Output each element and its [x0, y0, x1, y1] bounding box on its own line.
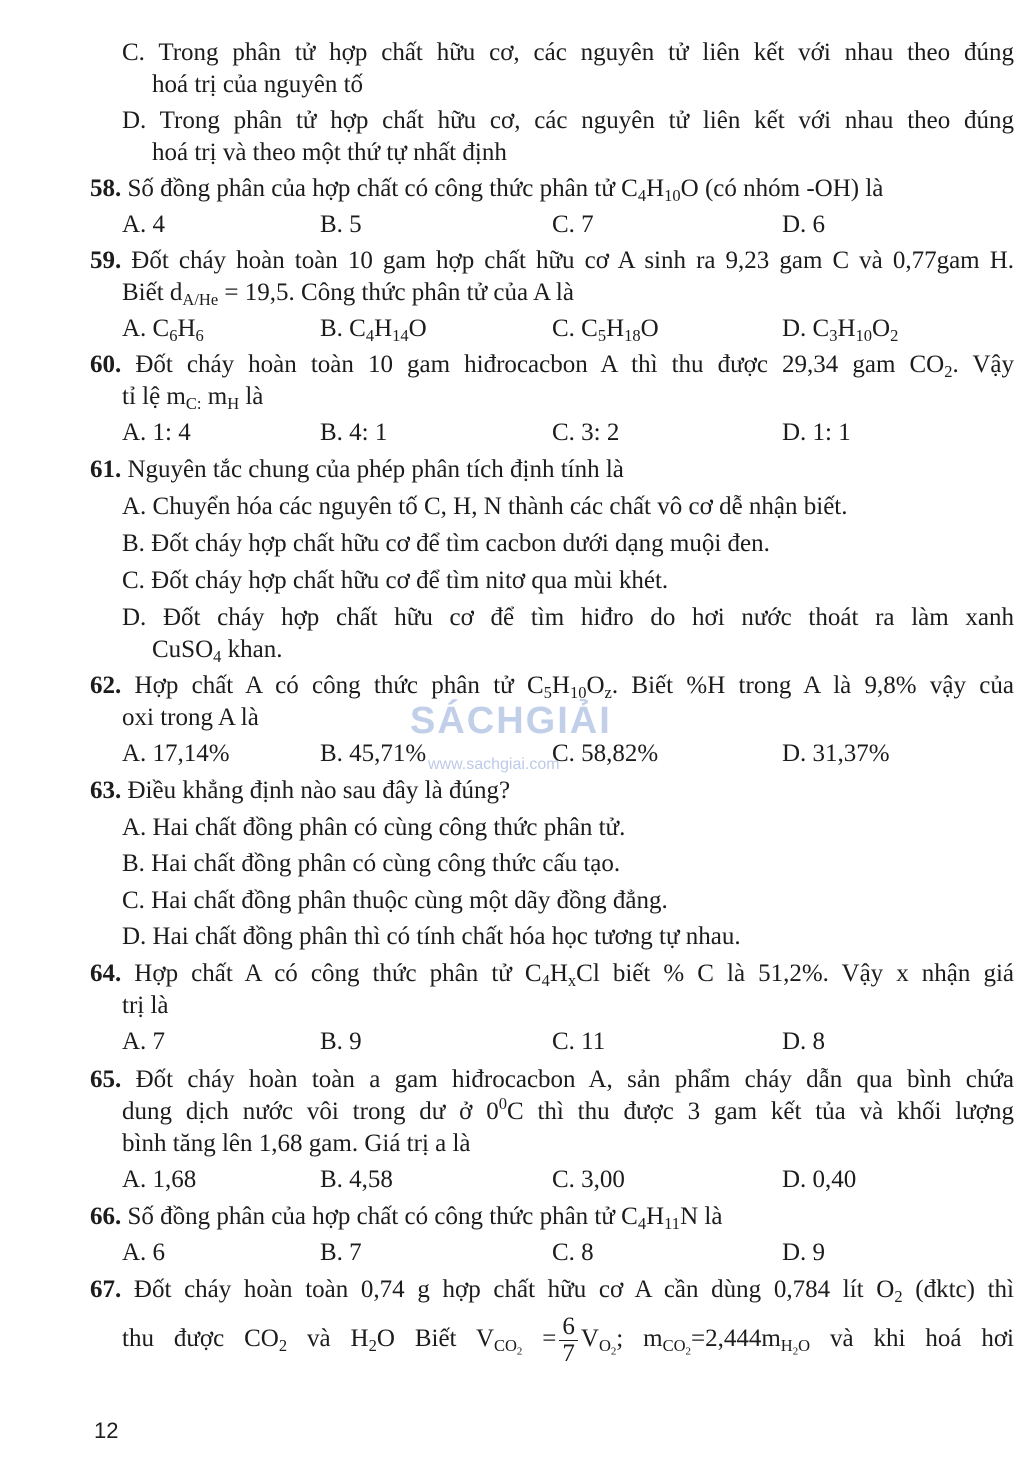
option-c-line-2: hoá trị của nguyên tố — [152, 71, 364, 98]
option-b: B. 9 — [320, 1028, 362, 1055]
option-a: A. Chuyển hóa các nguyên tố C, H, N thành các chất vô cơ dễ nhận biết. — [122, 493, 848, 520]
option-d: D. 0,40 — [782, 1166, 857, 1193]
option-d-line-2: hoá trị và theo một thứ tự nhất định — [152, 139, 507, 166]
option-c: C. 3,00 — [552, 1166, 625, 1193]
option-b: B. 4,58 — [320, 1166, 393, 1193]
question-text-2: trị là — [122, 992, 169, 1019]
option-a: A. 1: 4 — [122, 419, 191, 446]
option-c: C. 3: 2 — [552, 419, 620, 446]
options — [122, 1238, 1014, 1268]
question-text: 61. Nguyên tắc chung của phép phân tích định tính là — [90, 456, 624, 483]
option-c: C. 11 — [552, 1028, 606, 1055]
option-d: D. $C_3H_{10}O_2$ — [782, 315, 899, 345]
option-a: A. 7 — [122, 1028, 166, 1055]
option-d: D. 8 — [782, 1028, 826, 1055]
question-text-2: dung dịch nước vôi trong dư ở $0^0C$ thì thu được 3 gam kết tủa và khối lượng — [122, 1094, 1014, 1125]
option-d: D. 1: 1 — [782, 419, 851, 446]
option-b: B. 5 — [320, 211, 362, 238]
question-text-2: Biết $d_{A/He} = 19,5$. Công thức phân tử của A là — [122, 279, 574, 309]
question-text: 59. Đốt cháy hoàn toàn 10 gam hợp chất hữu cơ A sinh ra 9,23 gam C và 0,77gam H. — [90, 247, 1014, 274]
option-d: D. 9 — [782, 1239, 826, 1266]
option-c: C. Đốt cháy hợp chất hữu cơ để tìm nitơ qua mùi khét. — [122, 567, 669, 594]
question-text-2: tỉ lệ $m_{C:}$ $m_H$ là — [122, 383, 264, 413]
question-text: 58. Số đồng phân của hợp chất có công thức phân tử $C_4H_{10}O$ (có nhóm -OH) là — [90, 175, 884, 205]
options — [122, 418, 1014, 448]
option-c-line: C. Trong phân tử hợp chất hữu cơ, các nguyên tử liên kết với nhau theo đúng — [122, 39, 1014, 66]
option-d: D. 6 — [782, 211, 826, 238]
option-c: C. 8 — [552, 1239, 594, 1266]
watermark-logo: SÁCHGIẢI — [410, 700, 612, 742]
option-d: D. 31,37% — [782, 740, 890, 767]
option-b: B. 4: 1 — [320, 419, 388, 446]
question-text: 64. Hợp chất A có công thức phân tử $C_4H_xCl$ biết % C là 51,2%. Vậy x nhận giá — [90, 960, 1015, 990]
option-d: D. Đốt cháy hợp chất hữu cơ để tìm hiđro do hơi nước thoát ra làm xanh — [122, 604, 1014, 631]
options — [122, 1165, 1014, 1195]
watermark — [410, 700, 620, 784]
question-text: 66. Số đồng phân của hợp chất có công thức phân tử $C_4H_{11}N$ là — [90, 1203, 723, 1233]
option-c: C. 58,82% — [552, 740, 659, 767]
option-a: A. 1,68 — [122, 1166, 197, 1193]
question-text: 60. Đốt cháy hoàn toàn 10 gam hiđrocacbon A thì thu được 29,34 gam $CO_2$. Vậy — [90, 351, 1015, 381]
question-text-3: bình tăng lên 1,68 gam. Giá trị a là — [122, 1130, 471, 1157]
option-d-line-2: CuSO$_4$ khan. — [152, 636, 283, 666]
option-c: C. Hai chất đồng phân thuộc cùng một dãy đồng đẳng. — [122, 887, 668, 914]
watermark-url: www.sachgiai.com — [428, 756, 560, 773]
option-c: C. $C_5H_{18}O$ — [552, 315, 659, 345]
option-a: A. 6 — [122, 1239, 166, 1266]
option-a: A. 4 — [122, 211, 166, 238]
fraction: $\frac{6}{7}$ — [559, 1314, 578, 1367]
options — [122, 1027, 1014, 1057]
option-d: D. Hai chất đồng phân thì có tính chất hóa học tương tự nhau. — [122, 923, 741, 950]
options — [122, 210, 1014, 240]
question-text: 67. Đốt cháy hoàn toàn 0,74 g hợp chất hữu cơ A cần dùng 0,784 lít $O_2$ (đktc) thì — [90, 1276, 1014, 1306]
option-a: A. $C_6H_6$ — [122, 315, 204, 345]
option-b: B. Hai chất đồng phân có cùng công thức cấu tạo. — [122, 850, 621, 877]
question-text: 62. Hợp chất A có công thức phân tử $C_5H_{10}O_z$. Biết %H trong A là 9,8% vậy của — [90, 672, 1014, 702]
question-text-2: thu được $CO_2$ và $H_2O$ Biết $V_{CO_2}$ = $\frac{6}{7}$ $V_{O_2}$; $m_{CO_2}=2,444m_{H_2O}$ và khi hoá hơi — [122, 1312, 1014, 1367]
option-b: B. Đốt cháy hợp chất hữu cơ để tìm cacbon dưới dạng muội đen. — [122, 530, 770, 557]
option-b: B. 7 — [320, 1239, 362, 1266]
question-text: 63. Điều khẳng định nào sau đây là đúng? — [90, 777, 511, 804]
question-text: 65. Đốt cháy hoàn toàn a gam hiđrocacbon A, sản phẩm cháy dẫn qua bình chứa — [90, 1066, 1014, 1093]
option-a: A. Hai chất đồng phân có cùng công thức phân tử. — [122, 814, 626, 841]
option-b: B. 45,71% — [320, 740, 427, 767]
options — [122, 314, 1014, 344]
option-d-line: D. Trong phân tử hợp chất hữu cơ, các nguyên tử liên kết với nhau theo đúng — [122, 107, 1014, 134]
page-number: 12 — [94, 1418, 119, 1443]
option-b: B. $C_4H_{14}O$ — [320, 315, 427, 345]
option-c: C. 7 — [552, 211, 594, 238]
question-text-2: oxi trong A là — [122, 704, 259, 731]
option-a: A. 17,14% — [122, 740, 230, 767]
